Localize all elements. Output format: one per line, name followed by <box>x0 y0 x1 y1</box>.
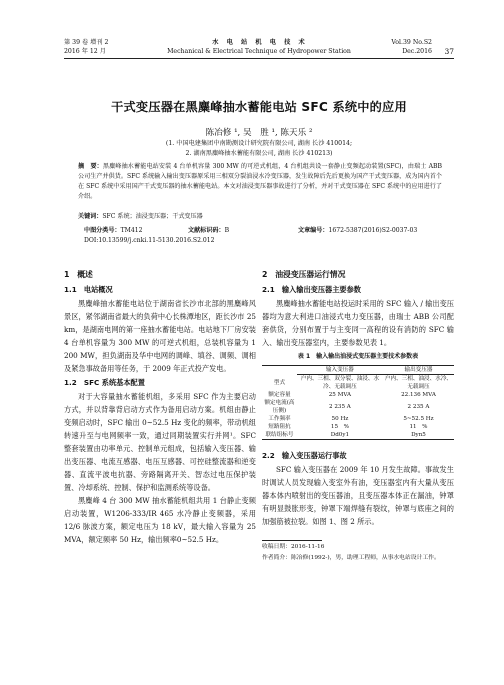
footnote-received: 收稿日期：2016-11-16 <box>262 544 325 550</box>
footnote-rule <box>262 540 322 541</box>
section-1-2-heading: 1.2 SFC 系统基本配置 <box>64 378 145 387</box>
section-2-heading: 2 油浸变压器运行情况 <box>262 270 346 279</box>
journal-cn: 水 电 站 机 电 技 术 <box>212 39 306 46</box>
header-rule <box>64 58 454 59</box>
section-1-heading: 1 概述 <box>64 270 93 279</box>
abstract-label: 摘 要： <box>78 163 103 170</box>
keywords <box>78 212 442 222</box>
abstract <box>78 162 442 202</box>
volume-cn: 第 39 卷 增刊 2 <box>64 39 109 46</box>
table-header-output: 输出变压器 <box>383 366 454 375</box>
section-2-2-heading: 2.2 输入变压器运行事故 <box>262 451 347 460</box>
left-column <box>64 268 256 546</box>
volume-en: Vol.39 No.S2 <box>391 39 432 46</box>
paragraph-fault-description: SFC 输入变压器在 2009 年 10 月发生故障。事故发生时调试人员发现输入变室外有油，变压器室内有大量从变压器本体内喷射出的变压器油，且变压器本体正在漏油，钟罩有明显鼓胀形变，钟罩下端焊缝有裂纹，钟罩与底座之间的加强筋被拉裂。如图 1、图 2 所示。 <box>262 465 454 526</box>
table-row: 工作频率 50 Hz 5~52.5 Hz <box>268 416 434 422</box>
section-1-1-heading: 1.1 电站概况 <box>64 285 113 294</box>
doi: DOI:10.13599/j.cnki.11-5130.2016.S2.012 <box>84 237 215 244</box>
affiliation-1: (1. 中国电建集团中南勘测设计研究院有限公司, 湖南 长沙 410014; <box>165 140 353 147</box>
table-row: 联结组标号 Dd0y1 Dyn5 <box>262 431 454 440</box>
footnote-author: 作者简介：陈冶修(1992-)，男，助理工程师，从事水电站设计工作。 <box>262 555 440 561</box>
paragraph-transformer-params: 黑麋峰抽水蓄能电站投运时采用的 SFC 输入 / 输出变压器均为意大利进口油浸式电力变压器，由瑞士 ABB 公司配套供货，分别布置于与主变同一高程的设有消防的 SFC 输入、输出变压器室内，主要参数见表 1。 <box>262 299 454 347</box>
paragraph-plant-overview: 黑麋峰抽水蓄能电站位于湖南省长沙市北部的黑麋峰风景区，紧邻湖南省最大的负荷中心长株潭地区，距长沙市 25 km，是湖南电网的第一座抽水蓄能电站。电站地下厂房安装 4 台单机容量为 300 MW 的可逆式机组，总装机容量为 1 200 MW，担负湖南及华中电网的调峰、填谷、调频、调相及紧急事故备用等任务，于 2009 年正式投产发电。 <box>64 299 256 373</box>
table-row: 额定电流(高压侧) 2 235 A 2 235 A <box>264 400 430 414</box>
right-column <box>262 268 454 563</box>
section-2-1-heading: 2.1 输入输出变压器主要参数 <box>262 285 361 294</box>
paragraph-sfc-specs: 黑麋峰 4 台 300 MW 抽水蓄能机组共用 1 台静止变频启动装置，W1206-333/IR 465 水冷静止变频器，采用 12/6 脉波方案，额定电压为 18 kV，最大输入容量为 25 MVA，额定频率 50 Hz，输出频率0~52.5 Hz。 <box>64 496 256 544</box>
table-row: 额定容量 25 MVA 22.136 MVA <box>268 392 436 398</box>
document-code: 文献标识码：B <box>188 227 230 234</box>
table-row: 型式 户内、三相、双分裂、油浸、水冷、无载调压 户内、三相、油浸、水冷、无载调压 <box>273 376 453 390</box>
journal-en: Mechanical & Electrical Technique of Hydropower Station <box>167 48 351 55</box>
abstract-text: 黑麋峰抽水蓄能电站安装 4 台单机容量 300 MW 的可逆式机组，4 台机组共设一套静止变频起动装置(SFC)，由瑞士 ABB 公司生产并供货。SFC 系统输入输出变压器原采用三相双分裂油浸水冷变压器，发生故障后先后更换为国产干式变压器，成为国内首个在 SFC 系统中采用国产干式变压器的抽水蓄能电站。本文对油浸变压器事故进行了分析，并对干式变压器在 SFC 系统中的应用进行了介绍。 <box>78 163 443 200</box>
date-en: Dec.2016 <box>402 48 432 55</box>
page-number: 37 <box>444 47 454 56</box>
paper-title: 干式变压器在黑麋峰抽水蓄能电站 SFC 系统中的应用 <box>111 100 407 114</box>
table-row: 短路阻抗 15 % 11 % <box>268 424 428 430</box>
authors: 陈冶修 ¹, 吴 胜 ¹, 陈天乐 ² <box>205 128 313 138</box>
affiliation-2: 2. 湖南黑麋峰抽水蓄能有限公司, 湖南 长沙 410213) <box>185 150 333 157</box>
keywords-text: SFC 系统；油浸变压器；干式变压器 <box>102 213 203 220</box>
table-header-input: 输入变压器 <box>297 366 383 375</box>
clc-number: 中图分类号：TM412 <box>84 227 143 234</box>
article-number: 文章编号：1672-5387(2016)S2-0037-03 <box>298 227 418 234</box>
running-header <box>64 38 454 56</box>
paragraph-sfc-config: 对于大容量抽水蓄能机组，多采用 SFC 作为主要启动方式，并以背靠背启动方式作为备用启动方案。机组由静止变频启动时，SFC 输出 0~52.5 Hz 变化的频率，带动机组转速升至与电网频率一致，通过同期装置实行并网¹。SFC 整套装置由功率单元、控制单元组成，包括输入变压器、输出变压器、电流互感器、电压互感器、可控硅整流器和逆变器、直流平波电抗器、旁路隔离开关、智态过电压保护装置、冷却系统、控制、保护和监测系统等设备。 <box>64 392 256 492</box>
date-cn: 2016 年 12 月 <box>64 48 106 55</box>
table-1-caption: 表 1 输入输出油浸式变压器主要技术参数表 <box>297 353 419 360</box>
keywords-label: 关键词： <box>78 213 103 220</box>
table-1 <box>262 365 454 440</box>
